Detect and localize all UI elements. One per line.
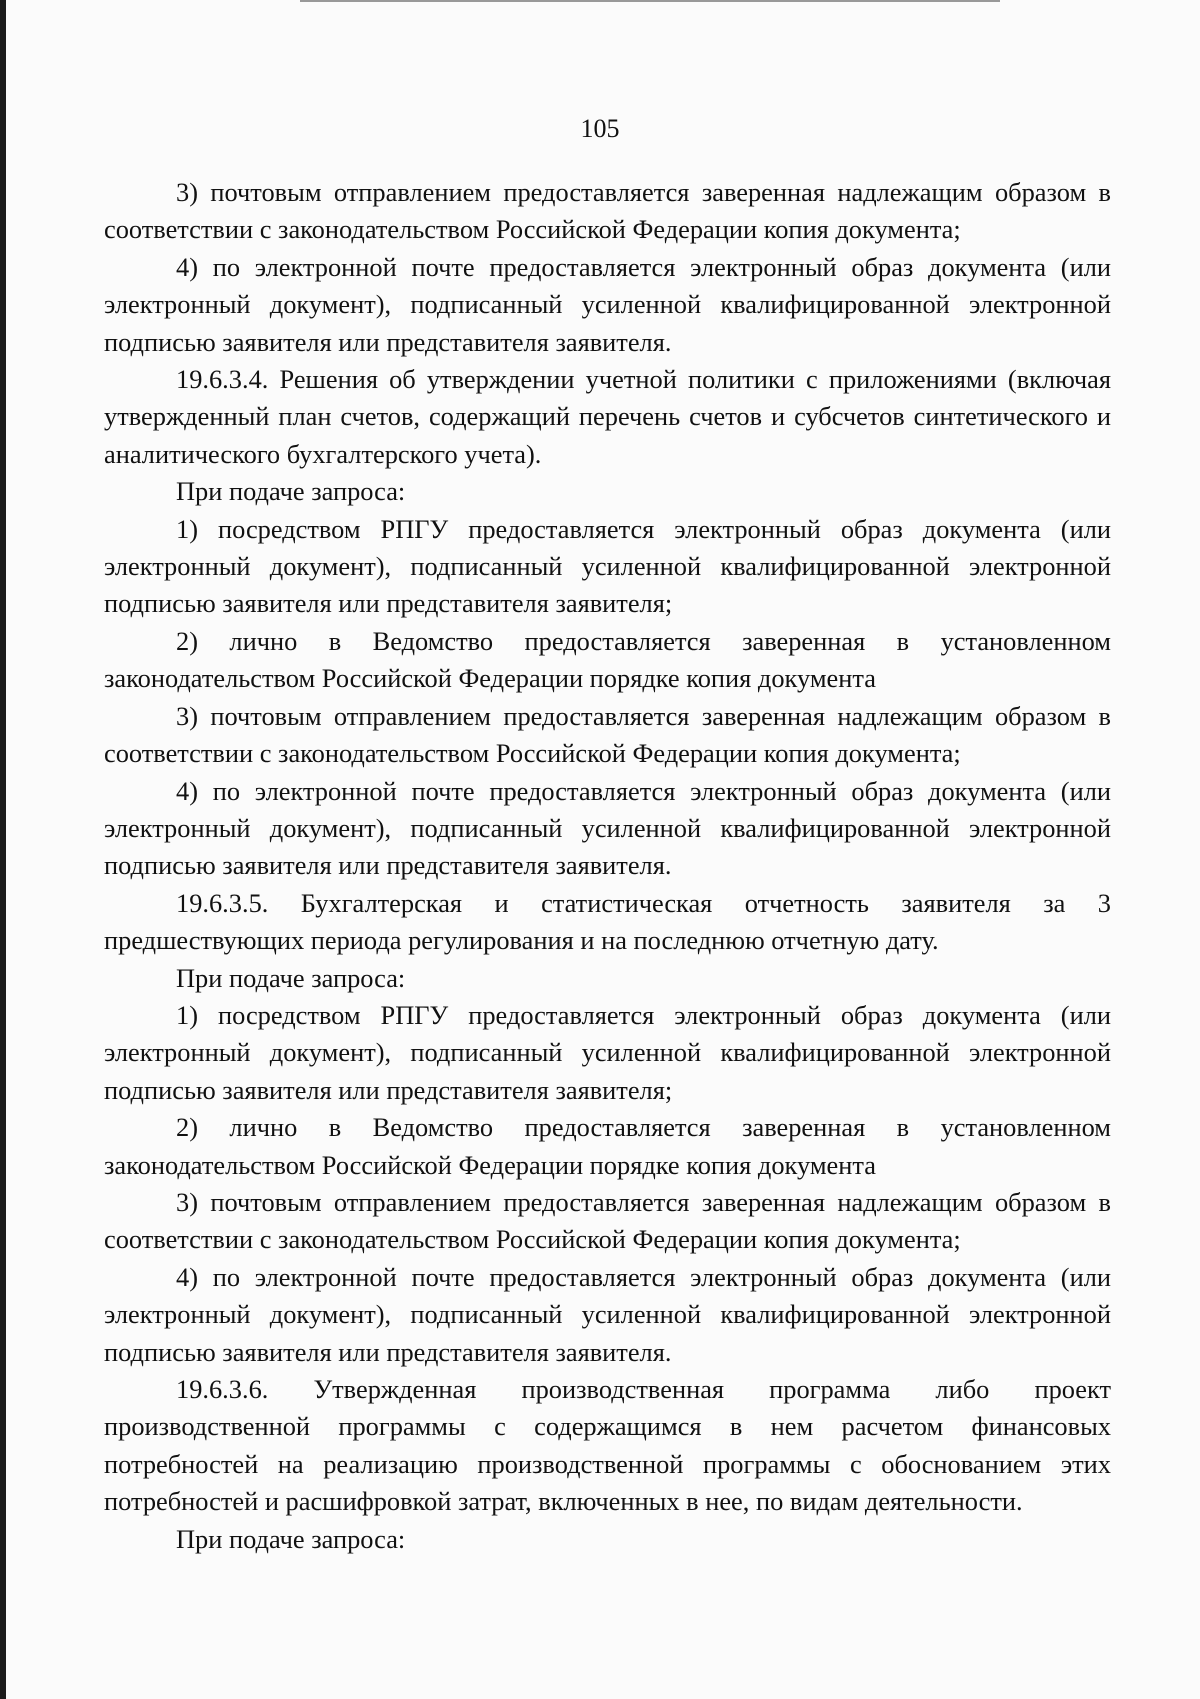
scan-left-edge <box>0 0 6 1699</box>
paragraph: 3) почтовым отправлением предоставляется заверенная надлежащим образом в соответствии с законодательством Российской Федерации копия документа; <box>104 1186 1111 1255</box>
page-number: 105 <box>580 114 620 143</box>
paragraph: 19.6.3.6. Утвержденная производственная программа либо проект производственной программы с содержащимся в нем расчетом финансовых потребностей на реализацию производственной программы с обоснованием этих потребностей и расшифровкой затрат, включенных в нее, по видам деятельности. <box>104 1374 1111 1517</box>
paragraph: 1) посредством РПГУ предоставляется электронный образ документа (или электронный документ), подписанный усиленной квалифицированной электронной подписью заявителя или представителя заявителя; <box>104 513 1111 619</box>
paragraph: При подаче запроса: <box>176 476 406 507</box>
scan-top-edge <box>300 0 1000 5</box>
paragraph: 3) почтовым отправлением предоставляется заверенная надлежащим образом в соответствии с законодательством Российской Федерации копия документа; <box>104 177 1111 245</box>
paragraph: 3) почтовым отправлением предоставляется заверенная надлежащим образом в соответствии с законодательством Российской Федерации копия документа; <box>104 700 1111 769</box>
paragraph: 2) лично в Ведомство предоставляется заверенная в установленном законодательством Российской Федерации порядке копия документа <box>104 1112 1111 1180</box>
paragraph: 1) посредством РПГУ предоставляется электронный образ документа (или электронный документ), подписанный усиленной квалифицированной электронной подписью заявителя или представителя заявителя; <box>104 999 1111 1105</box>
document-body <box>104 174 1111 1558</box>
paragraph: 4) по электронной почте предоставляется электронный образ документа (или электронный документ), подписанный усиленной квалифицированной электронной подписью заявителя или представителя заявителя. <box>104 1261 1111 1367</box>
paragraph: При подаче запроса: <box>176 962 406 993</box>
paragraph: 4) по электронной почте предоставляется электронный образ документа (или электронный документ), подписанный усиленной квалифицированной электронной подписью заявителя или представителя заявителя. <box>104 251 1111 357</box>
paragraph: 2) лично в Ведомство предоставляется заверенная в установленном законодательством Российской Федерации порядке копия документа <box>104 625 1111 694</box>
paragraph: 4) по электронной почте предоставляется электронный образ документа (или электронный документ), подписанный усиленной квалифицированной электронной подписью заявителя или представителя заявителя. <box>104 775 1111 881</box>
paragraph: 19.6.3.4. Решения об утверждении учетной политики с приложениями (включая утвержденный план счетов, содержащий перечень счетов и субсчетов синтетического и аналитического бухгалтерского учета). <box>104 364 1111 469</box>
paragraph: 19.6.3.5. Бухгалтерская и статистическая отчетность заявителя за 3 предшествующих периода регулирования и на последнюю отчетную дату. <box>104 887 1111 956</box>
paragraph: При подаче запроса: <box>176 1523 406 1554</box>
